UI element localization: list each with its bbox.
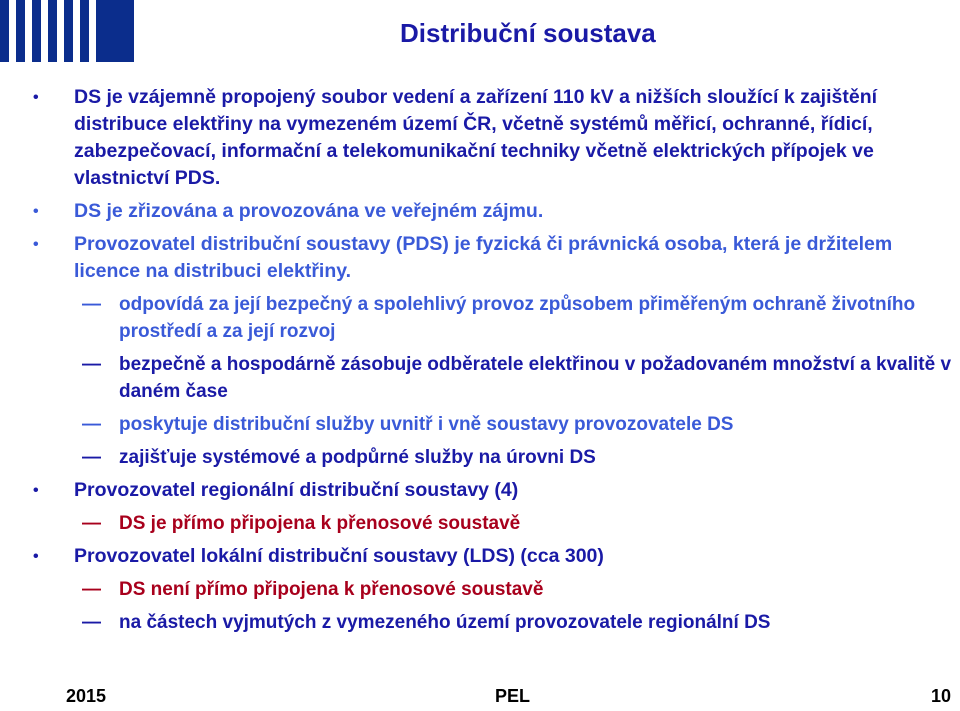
sub-bullet-text: DS je přímo připojena k přenosové soustavě [119, 513, 521, 534]
dash-icon: — [82, 513, 101, 534]
sub-bullet-text: bezpečně a hospodárně zásobuje odběratele elektřinou v požadovaném množství a kvalitě v daném čase [119, 354, 952, 402]
page-title: Distribuční soustava [400, 18, 656, 48]
sub-bullet-text: poskytuje distribuční služby uvnitř i vně soustavy provozovatele DS [119, 414, 734, 435]
dash-icon: — [82, 447, 101, 468]
dash-icon: — [82, 579, 101, 600]
bullet-item [28, 84, 958, 192]
sub-bullet-text: DS není přímo připojena k přenosové soustavě [119, 579, 544, 600]
dash-icon: — [82, 354, 101, 375]
sub-bullet-text: odpovídá za její bezpečný a spolehlivý provoz způsobem přiměřeným ochraně životního prostředí a za její rozvoj [119, 294, 916, 342]
bullet-item [28, 198, 958, 225]
sub-bullet-item [28, 510, 958, 537]
footer-year: 2015 [66, 686, 107, 706]
content [28, 84, 958, 642]
sub-bullet-item [28, 609, 958, 636]
bullet-text: DS je vzájemně propojený soubor vedení a zařízení 110 kV a nižších sloužící k zajištění distribuce elektřiny na vymezeném území ČR, včetně systémů měřicí, ochranné, řídicí, zabezpečovací, informační a telekomunikační techniky včetně elektrických přípojek ve vlastnictví PDS. [74, 86, 878, 189]
bullet-icon: • [33, 548, 39, 565]
bullet-text: Provozovatel distribuční soustavy (PDS) je fyzická či právnická osoba, která je držitelem licence na distribuci elektřiny. [74, 233, 893, 282]
bullet-icon: • [33, 236, 39, 253]
bullet-item [28, 543, 958, 570]
sub-bullet-item [28, 351, 958, 405]
bullet-icon: • [33, 89, 39, 106]
sub-bullet-item [28, 411, 958, 438]
dash-icon: — [82, 612, 101, 633]
bullet-item [28, 477, 958, 504]
bullet-icon: • [33, 482, 39, 499]
sub-bullet-text: zajišťuje systémové a podpůrné služby na úrovni DS [119, 447, 596, 468]
bullet-icon: • [33, 203, 39, 220]
bullet-text: Provozovatel regionální distribuční soustavy (4) [74, 479, 519, 501]
sub-bullet-item [28, 444, 958, 471]
sub-bullet-text: na částech vyjmutých z vymezeného území provozovatele regionální DS [119, 612, 771, 633]
sub-bullet-item [28, 291, 958, 345]
sub-bullet-item [28, 576, 958, 603]
bullet-text: DS je zřizována a provozována ve veřejném zájmu. [74, 200, 544, 222]
dash-icon: — [82, 294, 101, 315]
bullet-item [28, 231, 958, 285]
bullet-text: Provozovatel lokální distribuční soustavy (LDS) (cca 300) [74, 545, 604, 567]
page-number: 10 [931, 686, 952, 706]
dash-icon: — [82, 414, 101, 435]
footer-center: PEL [495, 686, 531, 706]
logo [0, 0, 140, 62]
